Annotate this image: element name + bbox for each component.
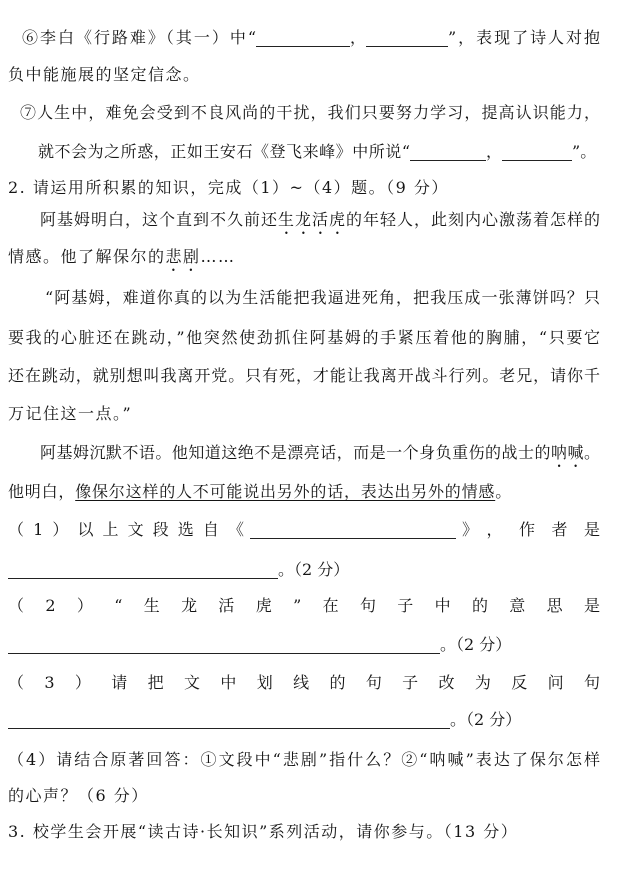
passage-line-7 — [40, 440, 600, 466]
passage-line-7-b: 。 — [583, 443, 600, 462]
passage-line-5: 还在跳动，就别想叫我离开党。只有死，才能让我离开战斗行列。老兄，请你千 — [8, 366, 600, 385]
question-3-line-2 — [8, 707, 521, 733]
passage-line-8-a: 他明白， — [8, 482, 76, 501]
question-1-blank-title — [250, 523, 456, 539]
emphasis-shenglonghuohu: 生龙活虎 — [277, 210, 346, 229]
question-2-blank — [8, 638, 440, 654]
item-6-line-2: 负中能施展的坚定信念。 — [8, 65, 201, 84]
passage-line-3: “阿基姆，难道你真的以为生活能把我逼进死角，把我压成一张薄饼吗？只 — [45, 288, 600, 307]
question-1-blank-author — [8, 563, 278, 579]
item-7-blank-1 — [410, 145, 486, 161]
question-1-tail: 。（2 分） — [278, 560, 350, 579]
item-6-prefix: ⑥李白《行路难》（其一）中“ — [22, 28, 256, 47]
item-7-suffix: ”。 — [572, 142, 597, 161]
passage-line-1 — [40, 207, 600, 233]
question-2-label: （2）“生龙活虎”在句子中的意思是 — [8, 596, 600, 615]
question-1-close: 》，作者是 — [462, 520, 600, 539]
item-6-line-1 — [22, 25, 600, 51]
passage-line-1-a: 阿基姆明白，这个直到不久前还 — [40, 210, 278, 229]
item-6-suffix: ”，表现了诗人对抱 — [448, 28, 601, 47]
question-2-line-2 — [8, 632, 511, 658]
passage-line-7-a: 阿基姆沉默不语。他知道这绝不是漂亮话，而是一个身负重伤的战士的 — [40, 443, 551, 462]
passage-line-1-b: 的年轻人，此刻内心激荡着怎样的 — [345, 210, 600, 229]
question-4-line-2: 的心声？（6 分） — [8, 786, 149, 805]
question-3-tail: 。（2 分） — [450, 710, 522, 729]
question-1-line-1 — [8, 517, 600, 543]
item-6-blank-2 — [366, 31, 448, 47]
item-7-blank-2 — [502, 145, 572, 161]
passage-line-6: 万记住这一点。” — [8, 404, 133, 423]
underlined-sentence: 像保尔这样的人不可能说出另外的话，表达出另外的情感 — [75, 482, 496, 501]
question-2-tail: 。（2 分） — [440, 635, 512, 654]
item-7-separator: ， — [486, 142, 503, 161]
passage-line-2-b: …… — [200, 247, 236, 266]
item-7-line-2 — [38, 139, 596, 165]
item-7-prefix: 就不会为之所惑，正如王安石《登飞来峰》中所说“ — [38, 142, 410, 161]
section-3-heading: 3. 校学生会开展“读古诗·长知识”系列活动，请你参与。（13 分） — [8, 822, 519, 841]
passage-line-2 — [8, 244, 236, 270]
question-3-label: （3）请把文中划线的句子改为反问句 — [8, 673, 600, 692]
emphasis-beiju: 悲剧 — [165, 247, 201, 266]
passage-line-8-b: 。 — [495, 482, 513, 501]
question-1-line-2 — [8, 557, 349, 583]
passage-line-4: 要我的心脏还在跳动，”他突然使劲抓住阿基姆的手紧压着他的胸脯，“只要它 — [8, 328, 600, 347]
item-6-blank-1 — [256, 31, 350, 47]
section-2-heading: 2. 请运用所积累的知识，完成（1）~（4）题。（9 分） — [8, 178, 449, 197]
question-1-label: （1）以上文段选自《 — [8, 520, 244, 539]
question-4-line-1: （4）请结合原著回答：①文段中“悲剧”指什么？②“呐喊”表达了保尔怎样 — [8, 750, 600, 769]
item-6-separator: ， — [350, 28, 367, 47]
passage-line-2-a: 情感。他了解保尔的 — [8, 247, 166, 266]
question-3-blank — [8, 713, 450, 729]
passage-line-8 — [8, 479, 512, 505]
item-7-line-1: ⑦人生中，难免会受到不良风尚的干扰，我们只要努力学习，提高认识能力， — [20, 103, 600, 122]
emphasis-nahan: 呐喊 — [551, 443, 584, 462]
